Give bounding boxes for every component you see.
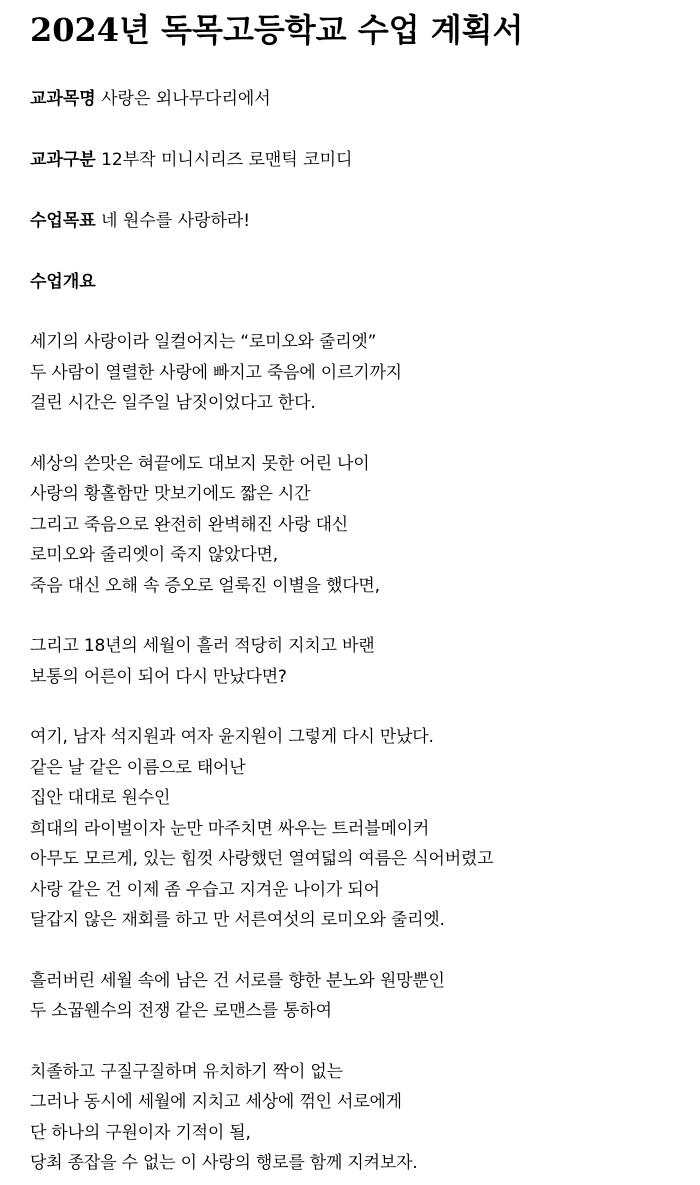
field-value: 네 원수를 사랑하라!: [101, 211, 251, 231]
stanza: [30, 966, 670, 1027]
text-line: 여기, 남자 석지원과 여자 윤지원이 그렇게 다시 만났다.: [30, 727, 434, 747]
text-line: 보통의 어른이 되어 다시 만났다면?: [30, 666, 287, 687]
text-line: 사랑 같은 건 이제 좀 우습고 지겨운 나이가 되어: [30, 879, 380, 900]
stanza: [30, 722, 670, 936]
stanza: [30, 327, 670, 419]
field-label: 교과목명: [30, 89, 96, 109]
text-line: 세기의 사랑이라 일컬어지는 “로미오와 줄리엣”: [30, 332, 377, 352]
text-line: 죽음 대신 오해 속 증오로 얼룩진 이별을 했다면,: [30, 575, 380, 596]
text-line: 두 사람이 열렬한 사랑에 빠지고 죽음에 이르기까지: [30, 362, 402, 383]
page-title: 2024년 독목고등학교 수업 계획서: [30, 11, 524, 49]
text-line: 치졸하고 구질구질하며 유치하기 짝이 없는: [30, 1061, 343, 1082]
field-course-goal: [30, 206, 670, 236]
text-line: 두 소꿉웬수의 전쟁 같은 로맨스를 통하여: [30, 1001, 332, 1021]
stanza: [30, 449, 670, 602]
text-line: 같은 날 같은 이름으로 태어난: [30, 757, 246, 778]
stanza: [30, 631, 670, 692]
field-value: 사랑은 외나무다리에서: [101, 89, 271, 109]
text-line: 단 하나의 구원이자 기적이 될,: [30, 1122, 251, 1143]
stanza: [30, 1057, 670, 1179]
text-line: 그리고 죽음으로 완전히 완벽해진 사랑 대신: [30, 514, 349, 535]
text-line: 걸린 시간은 일주일 남짓이었다고 한다.: [30, 393, 316, 413]
text-line: 로미오와 줄리엣이 죽지 않았다면,: [30, 545, 278, 565]
text-line: 그리고 18년의 세월이 흘러 적당히 지치고 바랜: [30, 636, 375, 656]
field-label: 교과구분: [30, 150, 96, 170]
text-line: 아무도 모르게, 있는 힘껏 사랑했던 열여덟의 여름은 식어버렸고: [30, 849, 494, 869]
field-course-type: [30, 145, 670, 175]
text-line: 흘러버린 세월 속에 남은 건 서로를 향한 분노와 원망뿐인: [30, 970, 445, 991]
text-line: 당최 종잡을 수 없는 이 사랑의 행로를 함께 지켜보자.: [30, 1153, 418, 1173]
text-line: 희대의 라이벌이자 눈만 마주치면 싸우는 트러블메이커: [30, 818, 430, 839]
overview-body: [30, 327, 670, 1179]
field-course-name: [30, 84, 670, 114]
text-line: 사랑의 황홀함만 맛보기에도 짧은 시간: [30, 484, 311, 504]
overview-heading: 수업개요: [30, 272, 96, 292]
text-line: 세상의 쓴맛은 혀끝에도 대보지 못한 어린 나이: [30, 453, 370, 474]
field-label: 수업목표: [30, 211, 96, 231]
text-line: 달갑지 않은 재회를 하고 만 서른여섯의 로미오와 줄리엣.: [30, 910, 445, 930]
field-value: 12부작 미니시리즈 로맨틱 코미디: [101, 150, 353, 170]
text-line: 그러나 동시에 세월에 지치고 세상에 꺾인 서로에게: [30, 1092, 402, 1112]
text-line: 집안 대대로 원수인: [30, 788, 171, 808]
